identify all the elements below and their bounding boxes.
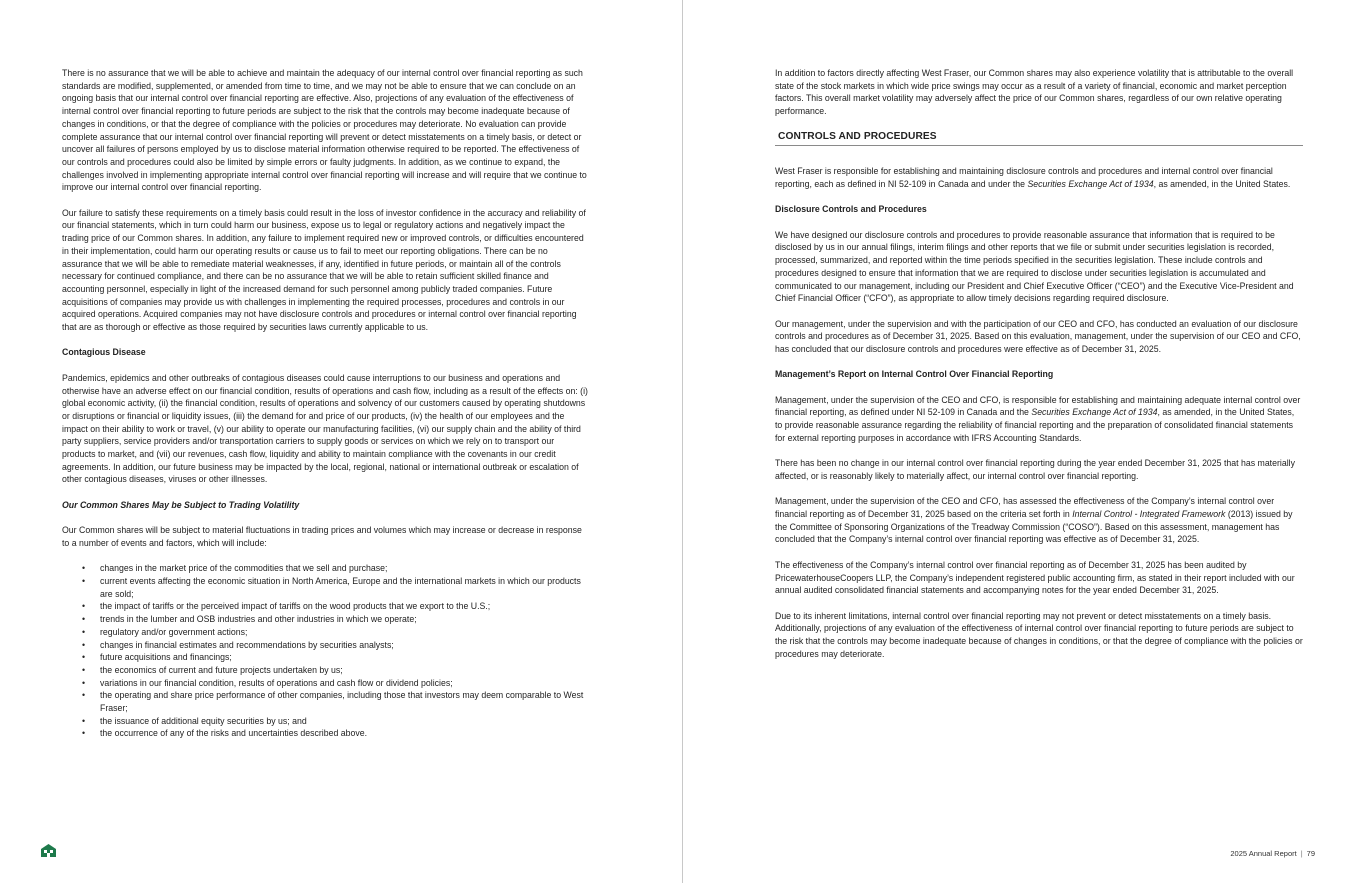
- list-item: [62, 600, 590, 613]
- list-item: [62, 626, 590, 639]
- heading-management-report: Management’s Report on Internal Control Over Financial Reporting: [775, 369, 1054, 380]
- bullet: •: [82, 715, 86, 726]
- text-run: Management, under the supervision of the CEO and CFO, is responsible for establishing and maintaining adequate internal control over financial reporting, as defined under NI 52-109 in Canada and the: [775, 394, 1301, 418]
- list-item: [62, 715, 590, 728]
- list-item: [62, 677, 590, 690]
- list-item-text: the issuance of additional equity securities by us; and: [100, 715, 307, 726]
- page-divider: [682, 0, 683, 883]
- footer-report-label: 2025 Annual Report: [1230, 849, 1297, 858]
- page-footer: [1230, 849, 1315, 858]
- bullet: •: [82, 601, 86, 612]
- paragraph: Our failure to satisfy these requirements on a timely basis could result in the loss of investor confidence in the accuracy and reliability of our financial statements, which in turn could harm our business, expose us to legal or regulatory actions and negatively impact the trading price of our Common shares. In addition, any failure to implement required new or improved controls, or difficulties encountered in their implementation, could harm our operating results or cause us to fail to meet our reporting obligations. There can be no assurance that we will be able to remediate material weaknesses, if any, identified in future periods, or maintain all of the controls necessary for continued compliance, and there can be no assurance that we will be able to retain sufficient skilled finance and accounting personnel, especially in light of the increased demand for such personnel among publicly traded companies. Future acquisitions of companies may provide us with challenges in implementing the required processes, procedures and controls in our acquired operations. Acquired companies may not have disclosure controls and procedures or internal control over financial reporting that are as thorough or effective as those required by securities laws currently applicable to us.: [62, 207, 586, 333]
- risk-factor-list: [62, 562, 590, 740]
- list-item-text: the occurrence of any of the risks and uncertainties described above.: [100, 728, 368, 739]
- list-item-text: the impact of tariffs or the perceived impact of tariffs on the wood products that we export to the U.S.;: [100, 601, 491, 612]
- paragraph: Pandemics, epidemics and other outbreaks of contagious diseases could cause interruptions to our business and operations and otherwise have an adverse effect on our financial condition, results of operations and cash flow, including as a result of the effects on: (i) global economic activity, (ii) the financial condition, results of operations and solvency of our customers caused by operating shutdowns or disruptions or financial or liquidity issues, (iii) the demand for and price of our products, (iv) the health of our employees and the impact on their ability to work or travel, (v) our ability to operate our manufacturing facilities, (vi) our supply chain and the ability of third party suppliers, service providers and/or transportation carriers to supply goods or services on which we rely on to transport our products to market, and (vii) our revenues, cash flow, liquidity and ability to maintain compliance with the covenants in our credit agreements. In addition, our future business may be impacted by the local, regional, national or international outbreak or escalation of other contagious diseases, viruses or other illnesses.: [62, 372, 588, 485]
- list-item-text: variations in our financial condition, results of operations and cash flow or dividend policies;: [100, 677, 453, 688]
- italic-text: Securities Exchange Act of 1934: [1031, 407, 1158, 418]
- list-item: [62, 727, 590, 740]
- paragraph: We have designed our disclosure controls and procedures to provide reasonable assurance that information that is required to be disclosed by us in our annual filings, interim filings and other reports that we file or submit under securities legislation is recorded, processed, summarized, and reported within the time periods specified in the securities legislation. These include controls and procedures designed to ensure that information that we are required to disclose under securities legislation is accumulated and communicated to our management, including our President and Chief Executive Officer (“CEO”) and the Executive Vice-President and Chief Financial Officer (“CFO”), as appropriate to allow timely decisions regarding required disclosure.: [775, 229, 1294, 304]
- text-run: West Fraser is responsible for establishing and maintaining disclosure controls and procedures and internal control over financial reporting, each as defined in NI 52-109 in Canada and under the: [775, 166, 1273, 189]
- list-item-text: trends in the lumber and OSB industries and other industries in which we operate;: [100, 614, 417, 625]
- bullet: •: [82, 728, 86, 739]
- paragraph: [775, 495, 1303, 546]
- list-item-text: regulatory and/or government actions;: [100, 626, 248, 637]
- paragraph: [775, 165, 1303, 190]
- footer-separator: |: [1300, 849, 1303, 858]
- paragraph: Due to its inherent limitations, internal control over financial reporting may not prevent or detect misstatements on a timely basis. Additionally, projections of any evaluation of the effectiveness of internal control over financial reporting to future periods are subject to the risk that the controls may become inadequate because of changes in conditions, or that the degree of compliance with the policies or procedures may deteriorate.: [775, 610, 1303, 659]
- paragraph: [775, 394, 1303, 445]
- list-item: [62, 689, 590, 714]
- bullet: •: [82, 677, 86, 688]
- right-column: [775, 67, 1303, 673]
- bullet: •: [82, 639, 86, 650]
- bullet: •: [82, 614, 86, 625]
- italic-text: Internal Control - Integrated Framework: [1072, 509, 1226, 520]
- list-item-text: changes in the market price of the commodities that we sell and purchase;: [100, 563, 388, 574]
- bullet: •: [82, 576, 86, 587]
- list-item: [62, 664, 590, 677]
- list-item-text: the economics of current and future projects undertaken by us;: [100, 664, 343, 675]
- text-run: Management, under the supervision of the CEO and CFO, has assessed the effectiveness of the Company’s internal control over financial reporting as of December 31, 2025 based on the criteria set forth in: [775, 496, 1275, 520]
- paragraph: The effectiveness of the Company’s internal control over financial reporting as of December 31, 2025 has been audited by PricewaterhouseCoopers LLP, the Company’s independent registered public accounting firm, as stated in their report included with our annual audited consolidated financial statements and accompanying notes for the year ended December 31, 2025.: [775, 559, 1295, 596]
- text-run: (2013) issued by the Committee of Sponsoring Organizations of the Treadway Commission (“COSO”). Based on this assessment, management has concluded that the Company’s internal control over financial reporting was effective as of December 31, 2025.: [775, 509, 1293, 545]
- paragraph: There is no assurance that we will be able to achieve and maintain the adequacy of our internal control over financial reporting as such standards are modified, supplemented, or amended from time to time, and we may not be able to ensure that we can conclude on an ongoing basis that our internal control over financial reporting are effective. Also, projections of any evaluation of the effectiveness of internal control over financial reporting to future periods are subject to the risk that the controls may become inadequate because of changes in conditions, or that the degree of compliance with the policies or procedures may deteriorate. No evaluation can provide complete assurance that our internal control over financial reporting will prevent or detect misstatements on a timely basis, or detect or uncover all failures of persons employed by us to disclose material information otherwise required to be reported. The effectiveness of our controls and procedures could also be limited by simple errors or faulty judgments. In addition, as we continue to expand, the challenges involved in implementing appropriate internal control over financial reporting will increase and will require that we continue to improve our internal control over financial reporting.: [62, 68, 587, 193]
- list-item: [62, 651, 590, 664]
- bullet: •: [82, 563, 86, 574]
- left-column: [62, 67, 590, 740]
- list-item-text: current events affecting the economic situation in North America, Europe and the international markets in which our products are sold;: [100, 576, 581, 599]
- home-icon[interactable]: [40, 843, 57, 858]
- paragraph: In addition to factors directly affecting West Fraser, our Common shares may also experience volatility that is attributable to the overall state of the stock markets in which wide price swings may occur as a result of a variety of financial, economic and market perception factors. This overall market volatility may adversely affect the price of our Common shares, regardless of our own relative operating performance.: [775, 68, 1294, 117]
- bullet: •: [82, 690, 86, 701]
- bullet: •: [82, 664, 86, 675]
- italic-text: Securities Exchange Act of 1934: [1027, 178, 1154, 189]
- paragraph: Our management, under the supervision and with the participation of our CEO and CFO, has conducted an evaluation of our disclosure controls and procedures as of December 31, 2025. Based on this evaluation, management, under the supervision of our CEO and CFO, has concluded that our disclosure controls and procedures were effective as of December 31, 2025.: [775, 318, 1301, 354]
- list-item-text: the operating and share price performance of other companies, including those that investors may deem comparable to West Fraser;: [100, 690, 584, 714]
- bullet: •: [82, 652, 86, 663]
- list-item: [62, 613, 590, 626]
- paragraph: Our Common shares will be subject to material fluctuations in trading prices and volumes which may increase or decrease in response to a number of events and factors, which will include:: [62, 525, 582, 548]
- page-number: 79: [1306, 849, 1315, 858]
- heading-trading-volatility: Our Common Shares May be Subject to Trading Volatility: [62, 499, 300, 510]
- home-icon-graphic: [40, 843, 57, 858]
- bullet: •: [82, 626, 86, 637]
- list-item-text: future acquisitions and financings;: [100, 652, 232, 663]
- text-run: , as amended, in the United States.: [1153, 178, 1291, 189]
- heading-disclosure-controls: Disclosure Controls and Procedures: [775, 204, 927, 215]
- heading-contagious-disease: Contagious Disease: [62, 347, 146, 358]
- paragraph: There has been no change in our internal control over financial reporting during the year ended December 31, 2025 that has materially affected, or is reasonably likely to materially affect, our internal control over financial reporting.: [775, 458, 1295, 481]
- list-item-text: changes in financial estimates and recommendations by securities analysts;: [100, 639, 394, 650]
- list-item: [62, 639, 590, 652]
- list-item: [62, 562, 590, 575]
- text-run: , as amended, in the United States, to provide reasonable assurance regarding the reliability of financial reporting and the preparation of consolidated financial statements for external reporting purposes in accordance with IFRS Accounting Standards.: [775, 407, 1295, 443]
- section-title-controls-and-procedures: CONTROLS AND PROCEDURES: [775, 131, 1303, 147]
- list-item: [62, 575, 590, 600]
